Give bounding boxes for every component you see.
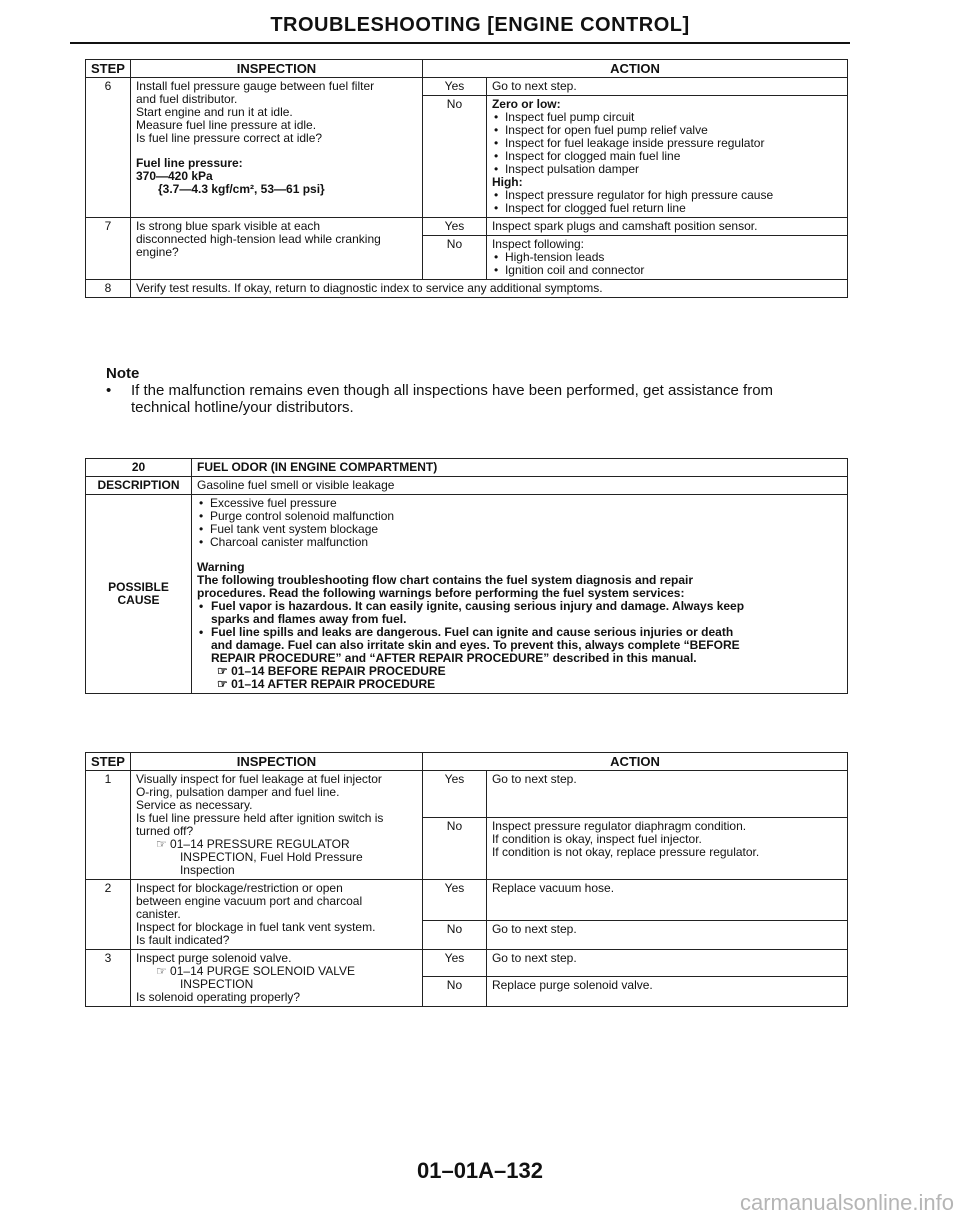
list-item: • Inspect pressure regulator for high pressure cause [492,189,842,202]
yes-action: Replace vacuum hose. [486,880,847,921]
high-heading: High: [491,175,523,189]
no-label: No [422,977,486,1007]
page-number: 01–01A–132 [416,1158,543,1183]
step-number: 8 [86,280,131,298]
no-label: No [422,818,486,880]
inspection-line: between engine vacuum port and charcoal [135,894,363,908]
reference-link: ☞ 01–14 AFTER REPAIR PROCEDURE [217,677,436,691]
warning-line: The following troubleshooting flow chart contains the fuel system diagnosis and repair [197,573,694,587]
inspection-line: Inspect for blockage/restriction or open [135,881,343,895]
no-action [486,96,847,218]
reference-line: INSPECTION, Fuel Hold Pressure [179,850,363,864]
note-bullet [106,382,866,416]
zero-low-heading: Zero or low: [491,97,561,111]
inspection-line: Is fuel line pressure correct at idle? [135,131,323,145]
list-item: • Ignition coil and connector [492,264,842,277]
step-inspection [130,880,422,950]
cause-item: • Excessive fuel pressure [197,497,842,510]
yes-action: Inspect spark plugs and camshaft position sensor. [486,218,847,236]
inspection-line: canister. [135,907,181,921]
yes-label: Yes [422,771,486,818]
list-item: • Inspect fuel pump circuit [492,111,842,124]
inspection-line: disconnected high-tension lead while cranking [135,232,381,246]
header-inspection: INSPECTION [130,60,422,78]
symptom-table [85,458,848,694]
yes-action: Go to next step. [486,78,847,96]
inspection-line: Is solenoid operating properly? [135,990,301,1004]
step-number: 7 [86,218,131,280]
warning-item-line: sparks and flames away from fuel. [211,612,407,626]
inspection-line: engine? [135,245,179,259]
warning-item [197,626,842,665]
yes-label: Yes [422,880,486,921]
spec-alt: {3.7—4.3 kgf/cm², 53—61 psi} [157,182,325,196]
warning-item-line: • Fuel line spills and leaks are dangerous. Fuel can ignite and cause serious injuries or death [211,625,734,639]
warning-line: procedures. Read the following warnings before performing the fuel system services: [197,586,685,600]
no-label: No [422,236,486,280]
note-heading: Note [106,365,140,382]
no-action: Replace purge solenoid valve. [486,977,847,1007]
step-number: 1 [86,771,131,880]
step-inspection [130,950,422,1007]
title-rule [70,42,850,44]
no-label: No [422,96,486,218]
step-number: 2 [86,880,131,950]
header-action: ACTION [422,60,847,78]
inspection-line: Install fuel pressure gauge between fuel filter [135,79,375,93]
cause-item: • Fuel tank vent system blockage [197,523,842,536]
cause-item: • Charcoal canister malfunction [197,536,842,549]
warning-item-line: REPAIR PROCEDURE” and “AFTER REPAIR PROCEDURE” described in this manual. [211,651,697,665]
no-action [486,818,847,880]
yes-label: Yes [422,218,486,236]
list-item: • Inspect for open fuel pump relief valve [492,124,842,137]
symptom-title: FUEL ODOR (IN ENGINE COMPARTMENT) [192,459,848,477]
possible-cause-content [192,495,848,694]
yes-label: Yes [422,950,486,977]
inspection-line: Inspect purge solenoid valve. [135,951,292,965]
no-action-line: If condition is not okay, replace pressure regulator. [491,845,760,859]
inspection-line: Visually inspect for fuel leakage at fuel injector [135,772,382,786]
reference-link: ☞ 01–14 PURGE SOLENOID VALVE [155,964,356,978]
list-item: • Inspect for clogged main fuel line [492,150,842,163]
description-value: Gasoline fuel smell or visible leakage [192,477,848,495]
no-label: No [422,921,486,950]
warning-heading: Warning [197,560,245,574]
inspection-line: and fuel distributor. [135,92,238,106]
no-action-line: If condition is okay, inspect fuel injector. [491,832,702,846]
inspection-line: turned off? [135,824,194,838]
watermark: carmanualsonline.info [739,1190,954,1215]
spec-title: Fuel line pressure: [135,156,243,170]
step-inspection [130,218,422,280]
header-step: STEP [86,60,131,78]
no-action: Go to next step. [486,921,847,950]
yes-action: Go to next step. [486,771,847,818]
cause-item: • Purge control solenoid malfunction [197,510,842,523]
note-block [106,365,866,416]
spec-value: 370—420 kPa [135,169,213,183]
inspection-line: Start engine and run it at idle. [135,105,293,119]
no-action-heading: Inspect following: [491,237,585,251]
no-action [486,236,847,280]
list-item: • Inspect for fuel leakage inside pressure regulator [492,137,842,150]
inspection-line: Measure fuel line pressure at idle. [135,118,317,132]
inspection-table-1 [85,59,848,298]
possible-cause-label [86,495,192,694]
header-action: ACTION [422,753,847,771]
warning-item-line: • Fuel vapor is hazardous. It can easily ignite, causing serious injury and damage. Always keep [211,599,745,613]
step-number: 3 [86,950,131,1007]
warning-item [197,600,842,626]
page-title: TROUBLESHOOTING [ENGINE CONTROL] [270,14,690,36]
reference-link: ☞ 01–14 PRESSURE REGULATOR [155,837,350,851]
list-item: • Inspect pulsation damper [492,163,842,176]
header-step: STEP [86,753,131,771]
yes-action: Go to next step. [486,950,847,977]
inspection-line: Service as necessary. [135,798,253,812]
cause-label-line: CAUSE [117,593,160,607]
reference-line: INSPECTION [179,977,254,991]
cause-label-line: POSSIBLE [108,580,169,594]
warning-item-line: and damage. Fuel can also irritate skin and eyes. To prevent this, always complete “BEFORE [211,638,740,652]
inspection-line: Is fuel line pressure held after ignition switch is [135,811,384,825]
reference-line: Inspection [179,863,235,877]
step-verify: Verify test results. If okay, return to diagnostic index to service any additional symptoms. [130,280,847,298]
symptom-number: 20 [86,459,192,477]
inspection-line: Is fault indicated? [135,933,230,947]
header-inspection: INSPECTION [130,753,422,771]
step-number: 6 [86,78,131,218]
description-label: DESCRIPTION [86,477,192,495]
inspection-line: O-ring, pulsation damper and fuel line. [135,785,340,799]
reference-link: ☞ 01–14 BEFORE REPAIR PROCEDURE [217,664,446,678]
no-action-line: Inspect pressure regulator diaphragm condition. [491,819,747,833]
note-line: technical hotline/your distributors. [131,399,354,416]
step-inspection [130,771,422,880]
yes-label: Yes [422,78,486,96]
note-line: • If the malfunction remains even though all inspections have been performed, get assistance from [131,382,774,399]
list-item: • High-tension leads [492,251,842,264]
inspection-table-2 [85,752,848,1007]
step-inspection [130,78,422,218]
inspection-line: Is strong blue spark visible at each [135,219,321,233]
list-item: • Inspect for clogged fuel return line [492,202,842,215]
inspection-line: Inspect for blockage in fuel tank vent system. [135,920,376,934]
